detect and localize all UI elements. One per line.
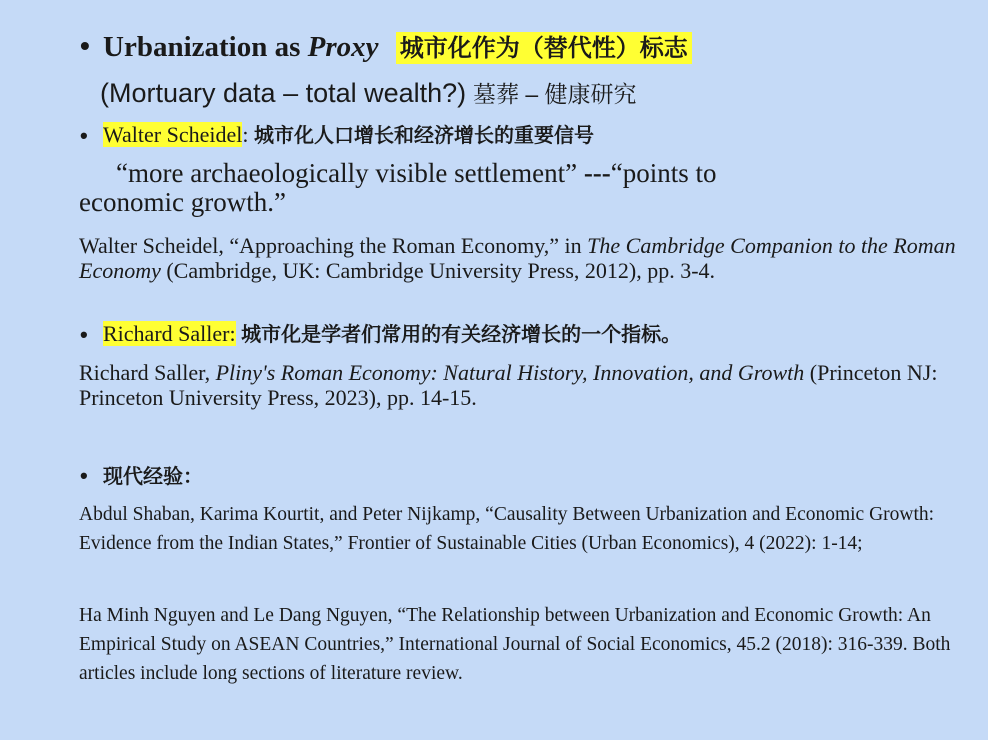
saller-name: Richard Saller: [103, 321, 236, 346]
quote-end: “points to [610, 158, 717, 188]
saller-reference [79, 360, 969, 410]
heading-chinese-label: 城市化作为（替代性）标志 [396, 32, 692, 64]
scheidel-quote-line-1 [116, 158, 717, 189]
modern-experience-heading: 现代经验： [103, 464, 203, 488]
ref1-title: The Cambridge Companion to the Roman Economy [79, 233, 956, 283]
saller-chinese: 城市化是学者们常用的有关经济增长的一个指标。 [241, 322, 682, 346]
scheidel-chinese: 城市化人口增长和经济增长的重要信号 [253, 123, 594, 147]
mortuary-text: (Mortuary data – total wealth?) [100, 78, 467, 108]
bullet-4-marker: • [80, 463, 88, 488]
ref2-rest: (Princeton NJ: Princeton University Press, 2023), pp. 14-15. [79, 360, 938, 410]
ref2-author: Richard Saller, [79, 360, 216, 385]
heading-italic-text: Proxy [307, 31, 379, 63]
bullet-2-marker: • [80, 123, 88, 148]
heading-bold-text: Urbanization as [103, 31, 308, 63]
mortuary-chinese: 墓葬 – 健康研究 [472, 81, 637, 107]
bullet-1-marker: • [80, 30, 90, 61]
bullet-2-line [103, 119, 594, 148]
scheidel-reference [79, 233, 969, 283]
bullet-3-marker: • [80, 322, 88, 347]
bullet-1-heading [103, 28, 692, 64]
bullet-3-line [103, 318, 681, 347]
ref1-author: Walter Scheidel, “Approaching the Roman Economy,” in [79, 233, 588, 258]
scheidel-quote-line-2 [79, 187, 286, 218]
quote-dashes: --- [583, 158, 611, 188]
nguyen-reference: Ha Minh Nguyen and Le Dang Nguyen, “The Relationship between Urbanization and Economic Growth: An Empirical Study on ASEAN Countries,” International Journal of Social Economics, 45.2 (2018): 316-339. Both articles include long sections of literature review. [79, 605, 951, 684]
scheidel-colon: : [242, 122, 249, 147]
quote-start: “more archaeologically visible settlement” [116, 158, 584, 188]
scheidel-name: Walter Scheidel [103, 122, 243, 147]
ref2-title: Pliny's Roman Economy: Natural History, Innovation, and Growth [215, 360, 805, 385]
shaban-reference: Abdul Shaban, Karima Kourtit, and Peter Nijkamp, “Causality Between Urbanization and Economic Growth: Evidence from the Indian States,” Frontier of Sustainable Cities (Urban Economics), 4 (2022): 1-14; [79, 504, 935, 554]
ref1-rest: (Cambridge, UK: Cambridge University Press, 2012), pp. 3-4. [160, 258, 716, 283]
mortuary-subline [100, 76, 637, 109]
quote-line-2-text: economic growth.” [79, 187, 286, 217]
